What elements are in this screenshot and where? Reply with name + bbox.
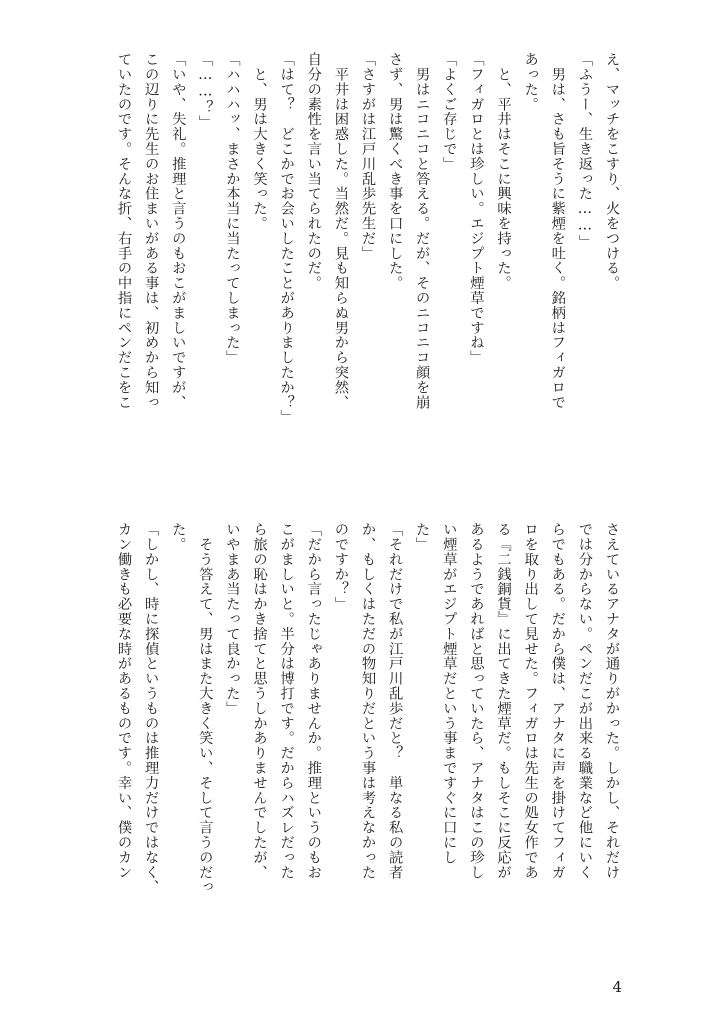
text-column: 自分の素性を言い当てられたのだ。 (305, 52, 322, 291)
text-column: 「ハハハッ、まさか本当に当たってしまった」 (224, 52, 241, 365)
text-column: ロを取り出して見せた。フィガロは先生の処女作であ (522, 522, 539, 880)
text-column: え、マッチをこすり、火をつける。 (603, 52, 620, 291)
text-column: た」 (414, 522, 431, 552)
page-number: 4 (612, 978, 622, 996)
text-column: ていたのです。そんな折、右手の中指にペンだこをこ (116, 52, 132, 410)
text-column: ら旅の恥はかき捨てと思うしかありませんでしたが、 (251, 522, 268, 880)
text-column: 「さすがは江戸川乱歩先生だ」 (359, 52, 376, 261)
text-column: こがましいと。半分は博打です。だからハズレだった (278, 522, 295, 880)
text-column: では分からない。ペンだこが出来る職業など他にいく (576, 522, 593, 880)
text-column: い煙草がエジプト煙草だという事まですぐに口にし (441, 522, 458, 865)
text-column: た。 (170, 522, 187, 552)
text-column: と、平井はそこに興味を持った。 (495, 52, 512, 291)
text-column: 「いや、失礼。推理と言うのもおこがましいですが、 (170, 52, 187, 410)
text-column: この辺りに先生のお住まいがある事は、初めから知っ (143, 52, 160, 410)
text-column: 「しかし、時に探偵というものは推理力だけではなく、 (143, 522, 160, 895)
text-column: と、男は大きく笑った。 (251, 52, 268, 231)
text-column: そう答えて、男はまた大きく笑い、そして言うのだっ (197, 522, 214, 895)
text-column: か、もしくはただの物知りだという事は考えなかった (359, 522, 376, 880)
text-column: 「……？」 (197, 52, 214, 130)
text-column: のですか？」 (332, 522, 349, 612)
text-column: る『二銭銅貨』に出てきた煙草だ。もしそこに反応が (495, 522, 512, 880)
text-column: あるようであればと思っていたら、アナタはこの珍し (468, 522, 485, 880)
text-column: 男はニコニコと答える。だが、そのニコニコ顔を崩 (414, 52, 431, 410)
text-column: あった。 (522, 52, 539, 112)
text-column: 平井は困惑した。当然だ。見も知らぬ男から突然、 (332, 52, 349, 410)
lower-text-block (112, 522, 624, 978)
text-column: 「はて？ どこかでお会いしたことがありましたか？」 (278, 52, 295, 425)
text-column: 「よくご存じで」 (441, 52, 458, 172)
text-column: さず、男は驚くべき事を口にした。 (387, 52, 404, 291)
upper-text-block (112, 52, 624, 508)
text-column: いやまあ当たって良かった」 (224, 522, 241, 716)
text-column: さえているアナタが通りがかった。しかし、それだけ (603, 522, 620, 880)
text-column: 男は、さも旨そうに紫煙を吐く。銘柄はフィガロで (549, 52, 566, 410)
text-column: 「フィガロとは珍しい。エジプト煙草ですね」 (468, 52, 485, 365)
text-column: カン働きも必要な時があるものです。幸い、僕のカン (116, 522, 132, 880)
text-column: 「それだけで私が江戸川乱歩だと？ 単なる私の読者 (387, 522, 404, 880)
text-column: 「だから言ったじゃありませんか。推理というのもお (305, 522, 322, 880)
text-column: 「ふうー、生き返った……」 (576, 52, 593, 250)
text-column: らでもある。だから僕は、アナタに声を掛けてフィガ (549, 522, 566, 880)
